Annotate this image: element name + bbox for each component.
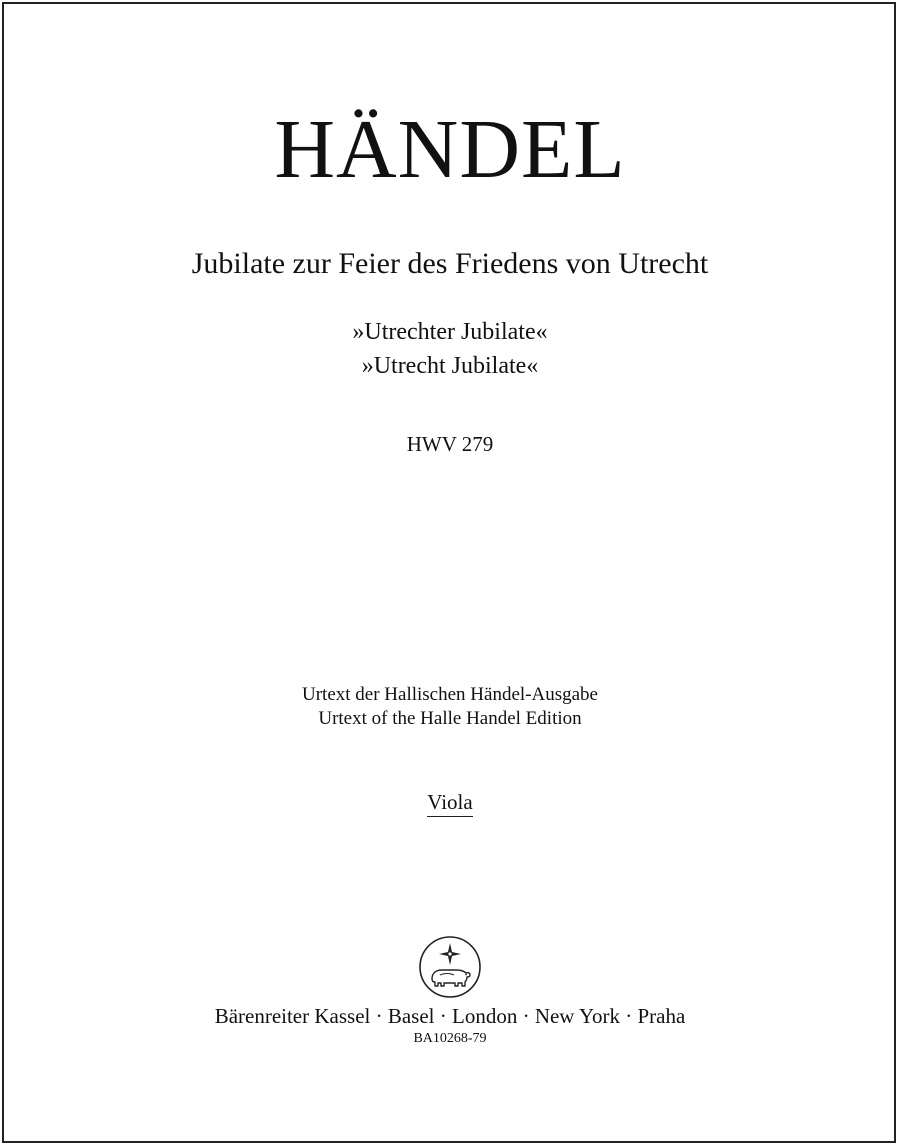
- catalog-number: HWV 279: [406, 432, 494, 456]
- composer-name: HÄNDEL: [274, 103, 626, 196]
- part-container: [0, 790, 900, 817]
- publisher-line: Bärenreiter Kassel · Basel · London · New York · Praha: [214, 1004, 686, 1028]
- subtitle-german: »Utrechter Jubilate«: [352, 319, 548, 345]
- edition-line-german: Urtext der Hallischen Händel-Ausgabe: [302, 684, 598, 705]
- edition-line-english: Urtext of the Halle Handel Edition: [318, 708, 582, 729]
- subtitle-english: »Utrecht Jubilate«: [361, 353, 539, 379]
- order-number: BA10268-79: [413, 1031, 487, 1046]
- part-name: Viola: [427, 790, 472, 817]
- work-title: Jubilate zur Feier des Friedens von Utrecht: [191, 247, 709, 280]
- publisher-logo-icon: [418, 935, 482, 999]
